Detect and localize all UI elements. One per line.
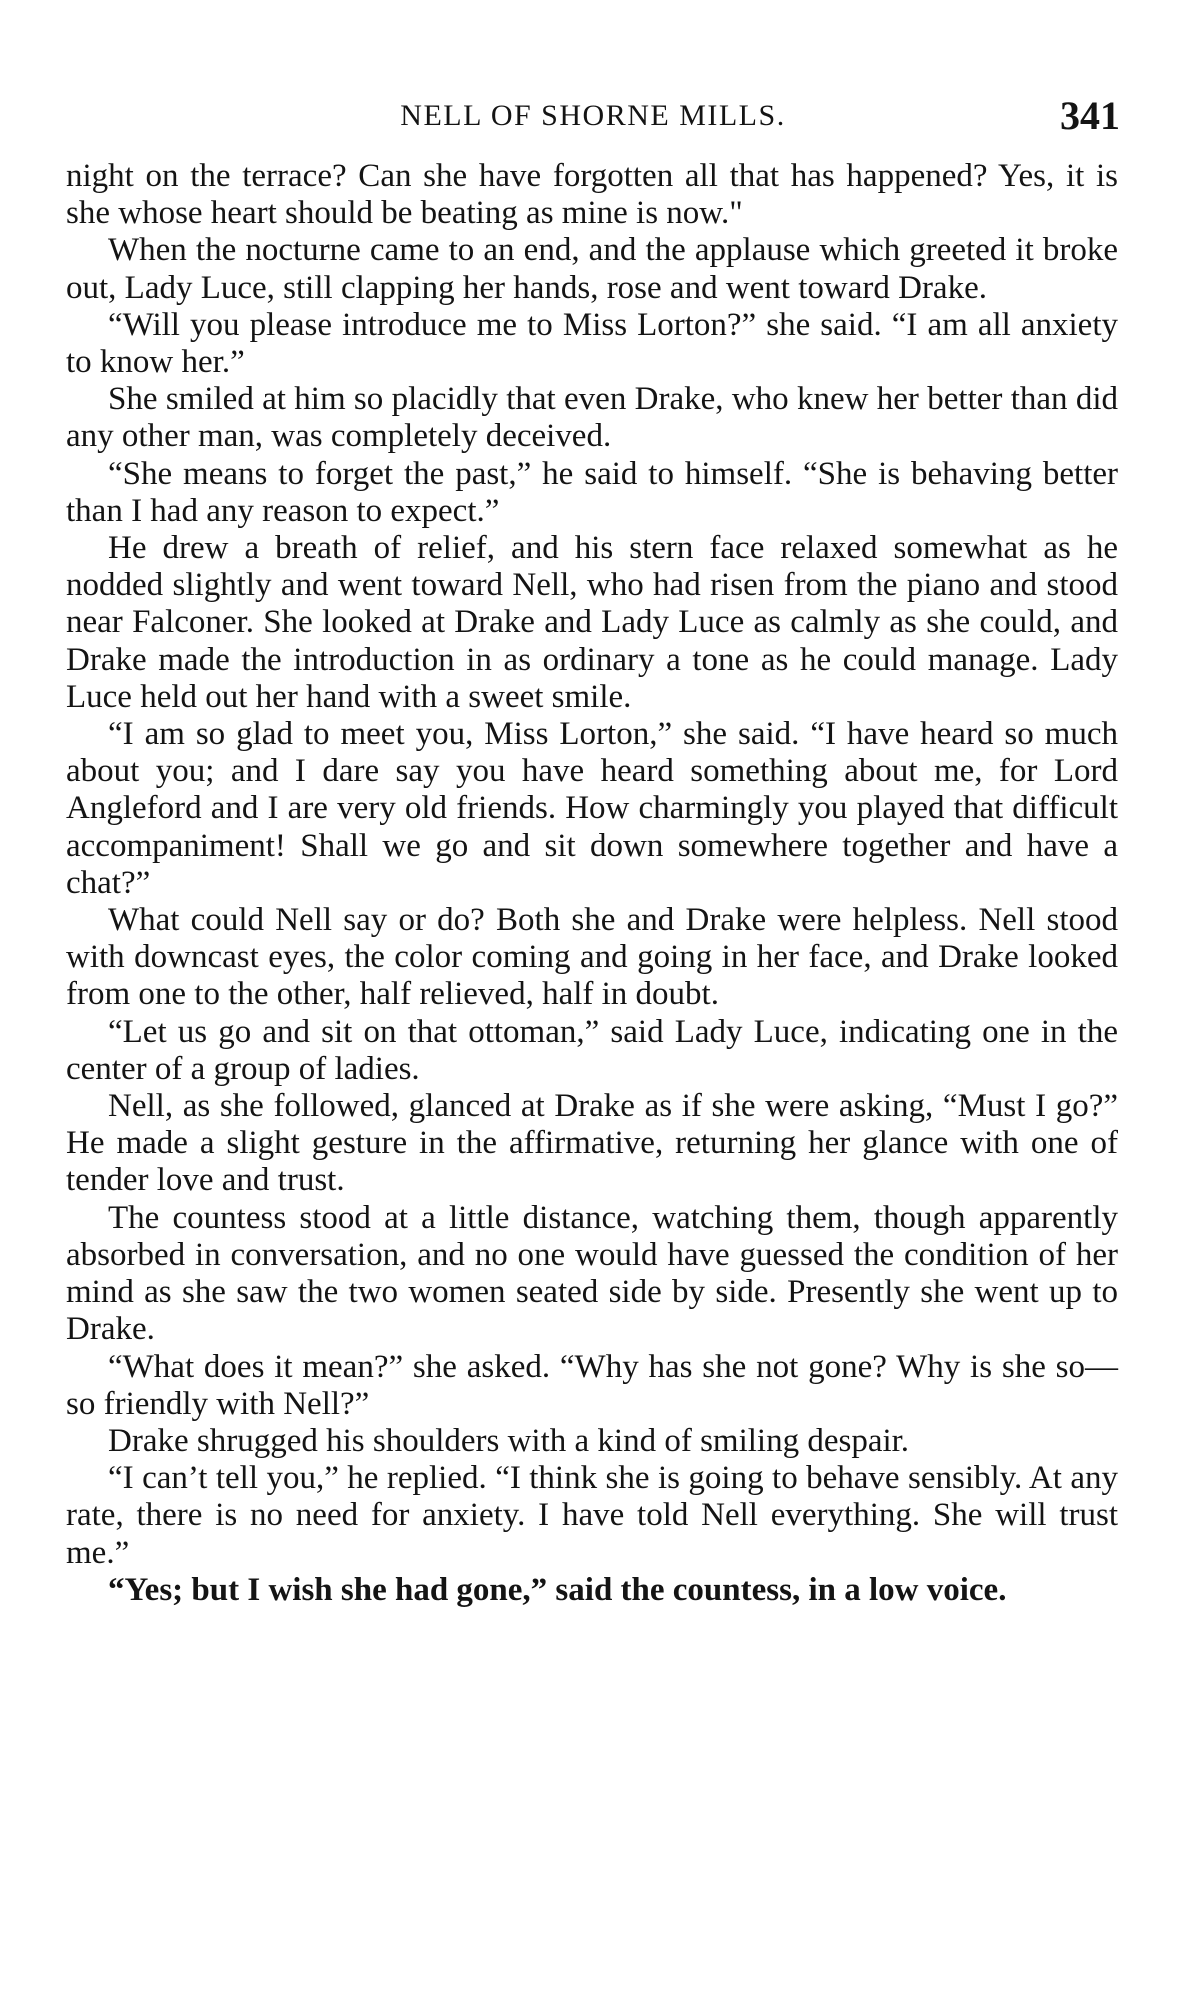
- paragraph: What could Nell say or do? Both she and Drake were helpless. Nell stood with downcast eyes, the color coming and going in her face, and Drake looked from one to the other, half relieved, half in doubt.: [66, 902, 1118, 1013]
- paragraph: “Will you please introduce me to Miss Lorton?” she said. “I am all anxiety to know her.”: [66, 306, 1118, 381]
- paragraph: He drew a breath of relief, and his stern face relaxed somewhat as he nodded slightly and went toward Nell, who had risen from the piano and stood near Falconer. She looked at Drake and Lady Luce as calmly as she could, and Drake made the introduction in as ordinary a tone as he could manage. Lady Luce held out her hand with a sweet smile.: [66, 530, 1118, 715]
- paragraph: “I can’t tell you,” he replied. “I think she is going to behave sensibly. At any rate, there is no need for anxiety. I have told Nell everything. She will trust me.”: [66, 1460, 1118, 1571]
- paragraph: “Let us go and sit on that ottoman,” said Lady Luce, indicating one in the center of a group of ladies.: [66, 1013, 1118, 1087]
- paragraph: “Yes; but I wish she had gone,” said the countess, in a low voice.: [108, 1571, 1007, 1608]
- running-title: NELL OF SHORNE MILLS.: [400, 99, 786, 132]
- paragraph: Drake shrugged his shoulders with a kind of smiling despair.: [108, 1422, 910, 1459]
- page-header: [66, 93, 1120, 140]
- paragraph: Nell, as she followed, glanced at Drake as if she were asking, “Must I go?” He made a slight gesture in the affirmative, returning her glance with one of tender love and trust.: [66, 1088, 1118, 1199]
- paragraph: She smiled at him so placidly that even Drake, who knew her better than did any other man, was completely deceived.: [66, 381, 1118, 455]
- paragraph: “What does it mean?” she asked. “Why has she not gone? Why is she so—so friendly with Nell?”: [66, 1348, 1118, 1422]
- paragraph: “I am so glad to meet you, Miss Lorton,” she said. “I have heard so much about you; and I dare say you have heard something about me, for Lord Angleford and I are very old friends. How charmingly you played that difficult accompaniment! Shall we go and sit down somewhere together and have a chat?”: [66, 716, 1118, 901]
- paragraph: night on the terrace? Can she have forgotten all that has happened? Yes, it is she whose heart should be beating as mine is now.": [66, 158, 1118, 232]
- body-text: [66, 158, 1118, 1609]
- paragraph: “She means to forget the past,” he said to himself. “She is behaving better than I had any reason to expect.”: [66, 455, 1118, 529]
- page-number: 341: [1060, 93, 1120, 138]
- paragraph: When the nocturne came to an end, and the applause which greeted it broke out, Lady Luce, still clapping her hands, rose and went toward Drake.: [66, 232, 1118, 306]
- paragraph: The countess stood at a little distance, watching them, though apparently absorbed in conversation, and no one would have guessed the condition of her mind as she saw the two women seated side by side. Presently she went up to Drake.: [66, 1199, 1118, 1348]
